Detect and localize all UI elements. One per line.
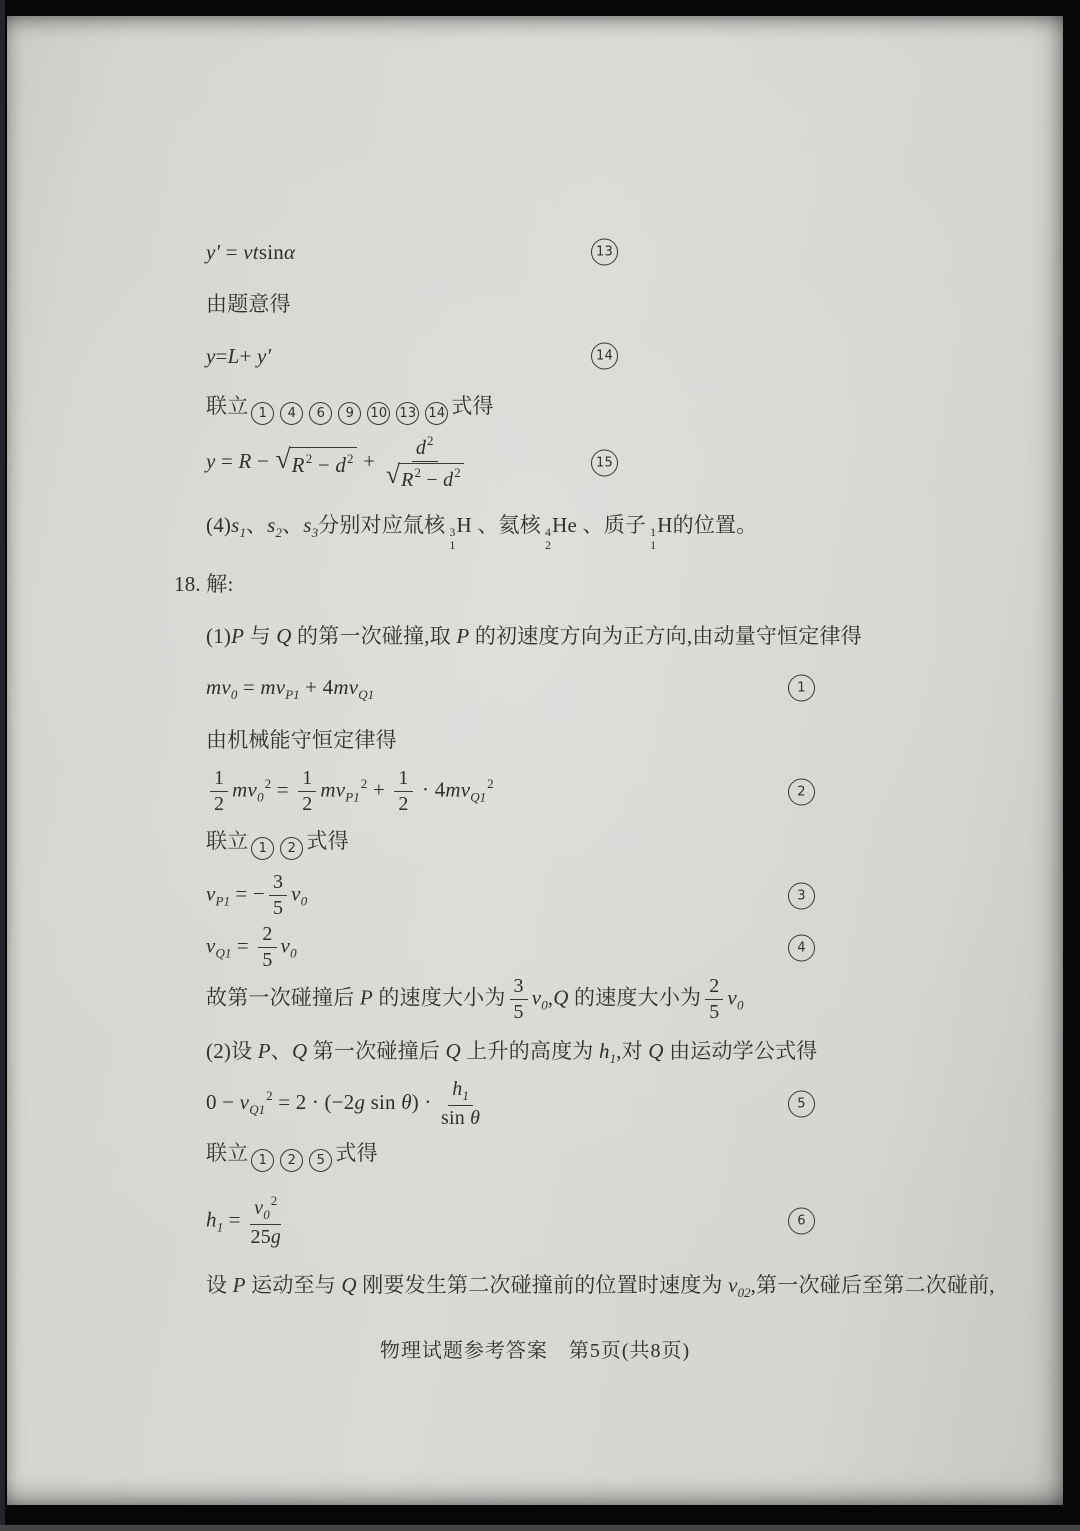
fraction: $\frac{h_1}{\text{sin θ}}$ [441, 1077, 481, 1129]
answer-line-13 [206, 870, 1016, 922]
line-text: $(4)s_1$、$s_2$、$s_3$分别对应氚核 3 1 H 、氦核 4 2 He 、质子 1 1 H的位置。 [206, 513, 758, 553]
answer-line-8 [206, 610, 1016, 662]
photo-bottom-edge [0, 1525, 1080, 1531]
line-text: $mv_0 = mv_{P1} + 4mv_{Q1}$ [206, 674, 375, 702]
equation-number: 3 [788, 882, 815, 909]
fraction: $\frac{v_0^2}{25g}$ [250, 1192, 282, 1248]
line-text: $h_1$ = $\frac{v_0^2}{25g}$ [206, 1192, 282, 1248]
answer-line-2 [206, 278, 1016, 330]
equation-number: 2 [788, 778, 815, 805]
answer-line-9 [206, 662, 1016, 714]
equation-number: 15 [591, 449, 618, 476]
circled-number: 9 [338, 402, 361, 425]
circled-number: 6 [309, 402, 332, 425]
equation-number: 14 [591, 343, 618, 370]
circled-number: 2 [280, 837, 303, 860]
circled-number: 10 [367, 402, 390, 425]
circled-number: 1 [251, 1149, 274, 1172]
answer-line-6 [206, 506, 1016, 558]
fraction: $\frac{1}{2}$ [394, 767, 412, 816]
line-text: y = R − √ $R^2 - d^2$ + $d^2$ √ $R^2 - d^2$ [206, 434, 469, 492]
fraction: $\frac{1}{2}$ [210, 767, 228, 816]
circled-number: 1 [251, 837, 274, 860]
fraction: $d^2$ √ $R^2 - d^2$ [385, 434, 465, 492]
line-text: y=L+ y′ [206, 343, 272, 368]
answer-line-19 [206, 1194, 1016, 1249]
page-footer: 物理试题参考答案 第5页(共8页) [379, 1340, 691, 1362]
answer-line-20 [206, 1261, 1016, 1313]
line-text: $v_{Q1}$ = $\frac{2}{5}$ $v_0$ [206, 923, 297, 972]
fraction: $\frac{2}{5}$ [705, 975, 723, 1024]
line-text: 联立 1 4 6 9 10 13 14 式得 [206, 392, 494, 425]
circled-number: 5 [309, 1149, 332, 1172]
equation-number: 5 [788, 1090, 815, 1117]
equation-number: 6 [788, 1208, 815, 1235]
line-text: y′ = vtsinα [206, 239, 296, 264]
circled-number: 4 [280, 402, 303, 425]
nuclide-prescripts: 4 2 [544, 525, 552, 553]
answer-line-4 [206, 382, 1016, 434]
circled-number: 2 [280, 1149, 303, 1172]
answer-line-15 [206, 974, 1016, 1026]
answer-line-18 [206, 1130, 1016, 1182]
sqrt-radical: √ $R^2 - d^2$ [275, 447, 356, 479]
line-text: 联立 1 2 式得 [206, 827, 349, 860]
answer-line-1 [206, 226, 1016, 278]
nuclide-prescripts: 3 1 [449, 525, 456, 553]
fraction: $\frac{1}{2}$ [298, 767, 316, 816]
fraction: $\frac{3}{5}$ [269, 871, 287, 920]
fraction: $\frac{3}{5}$ [510, 975, 528, 1024]
line-text: $v_{P1}$ = − $\frac{3}{5}$ $v_0$ [206, 871, 308, 920]
line-text: $0 - v_{Q1}^2 = 2 \cdot (-2g$ sin θ) · $\frac{h_1}{\text{sin θ}}$ [206, 1077, 481, 1129]
sqrt-radical: √ $R^2 - d^2$ [386, 463, 464, 492]
line-text: 由题意得 [206, 291, 291, 316]
nuclide-prescripts: 1 1 [650, 525, 657, 553]
answers-content [174, 226, 1016, 1313]
circled-number: 13 [396, 402, 419, 425]
answer-line-12 [206, 818, 1016, 870]
line-text: $\frac{1}{2}$ $mv_0^2$ = $\frac{1}{2}$ $mv_{P1}^2$ + $\frac{1}{2}$ · $4mv_{Q1}^2$ [206, 767, 494, 816]
answer-line-17 [206, 1078, 1016, 1130]
answer-line-11 [206, 766, 1016, 818]
line-text: (1)P 与 Q 的第一次碰撞,取 P 的初速度方向为正方向,由动量守恒定律得 [206, 623, 862, 648]
equation-number: 13 [591, 239, 618, 266]
circled-number: 1 [251, 402, 274, 425]
fraction: $\frac{2}{5}$ [258, 923, 276, 972]
circled-number: 14 [425, 402, 448, 425]
equation-number: 4 [788, 934, 815, 961]
answer-line-3 [206, 330, 1016, 382]
line-text: 联立 1 2 5 式得 [206, 1139, 378, 1172]
problem-18-heading [174, 558, 1016, 610]
answer-line-10 [206, 714, 1016, 766]
answer-line-14 [206, 922, 1016, 974]
document-page [7, 16, 1063, 1505]
line-text: 18. 解: [174, 571, 234, 596]
answer-line-5 [206, 434, 1016, 492]
line-text: 故第一次碰撞后 P 的速度大小为 $\frac{3}{5}$ $v_0,Q$ 的速度大小为 $\frac{2}{5}$ $v_0$ [206, 975, 744, 1024]
line-text: 设 P 运动至与 Q 刚要发生第二次碰撞前的位置时速度为 $v_{02}$,第一次碰后至第二次碰前, [206, 1273, 995, 1301]
line-text: 由机械能守恒定律得 [206, 727, 397, 752]
answer-line-16 [206, 1026, 1016, 1078]
line-text: (2)设 P、Q 第一次碰撞后 Q 上升的高度为 $h_1$,对 Q 由运动学公式得 [206, 1038, 818, 1066]
photo-left-edge [0, 0, 5, 1531]
equation-number: 1 [788, 674, 815, 701]
